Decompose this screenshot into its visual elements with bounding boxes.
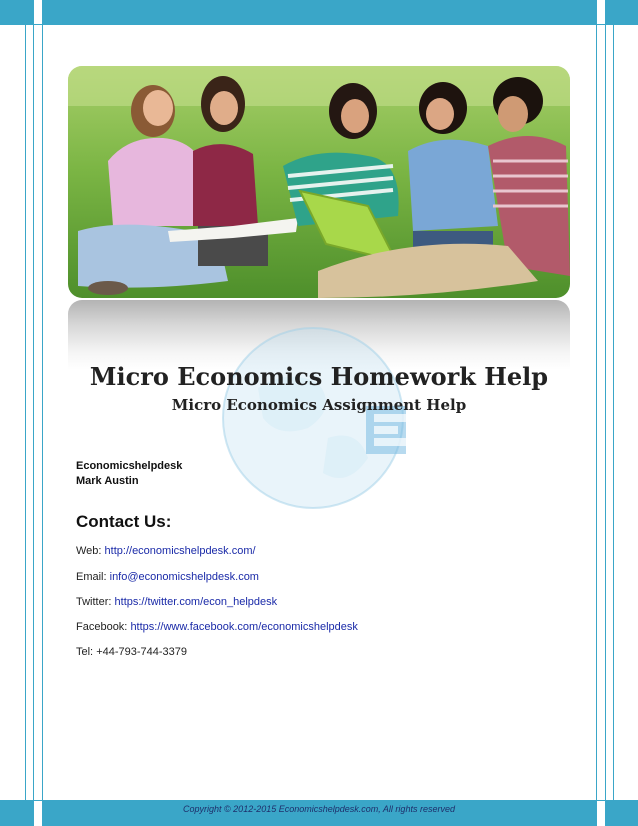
document-subtitle: Micro Economics Assignment Help	[171, 396, 467, 414]
top-right-border-band	[605, 0, 638, 24]
contact-facebook	[76, 621, 358, 633]
tel-value: +44-793-744-3379	[96, 646, 188, 658]
cover-photo	[68, 66, 570, 298]
frame-line	[0, 800, 638, 801]
copyright-footer: Copyright © 2012-2015 Economicshelpdesk.com, All rights reserved	[183, 804, 455, 814]
contact-label: Web:	[76, 545, 102, 557]
author-name: Mark Austin	[76, 475, 139, 487]
contact-tel	[76, 646, 187, 658]
twitter-link[interactable]: https://twitter.com/econ_helpdesk	[114, 596, 278, 608]
facebook-link[interactable]: https://www.facebook.com/economicshelpdesk	[130, 621, 358, 633]
document-title: Micro Economics Homework Help	[89, 362, 549, 391]
frame-line	[0, 24, 638, 25]
contact-label: Email:	[76, 571, 107, 583]
contact-email	[76, 571, 259, 583]
top-border-band	[42, 0, 596, 24]
contact-twitter	[76, 596, 277, 608]
organization-name: Economicshelpdesk	[76, 460, 183, 472]
contact-label: Tel:	[76, 646, 94, 658]
contact-label: Facebook:	[76, 621, 128, 633]
contact-web	[76, 545, 256, 557]
contact-label: Twitter:	[76, 596, 112, 608]
web-link[interactable]: http://economicshelpdesk.com/	[104, 545, 256, 557]
email-link[interactable]: info@economicshelpdesk.com	[109, 571, 259, 583]
contact-heading: Contact Us:	[76, 512, 172, 531]
author-block	[76, 459, 182, 489]
globe-watermark-icon	[218, 318, 418, 518]
top-left-border-band	[0, 0, 33, 24]
